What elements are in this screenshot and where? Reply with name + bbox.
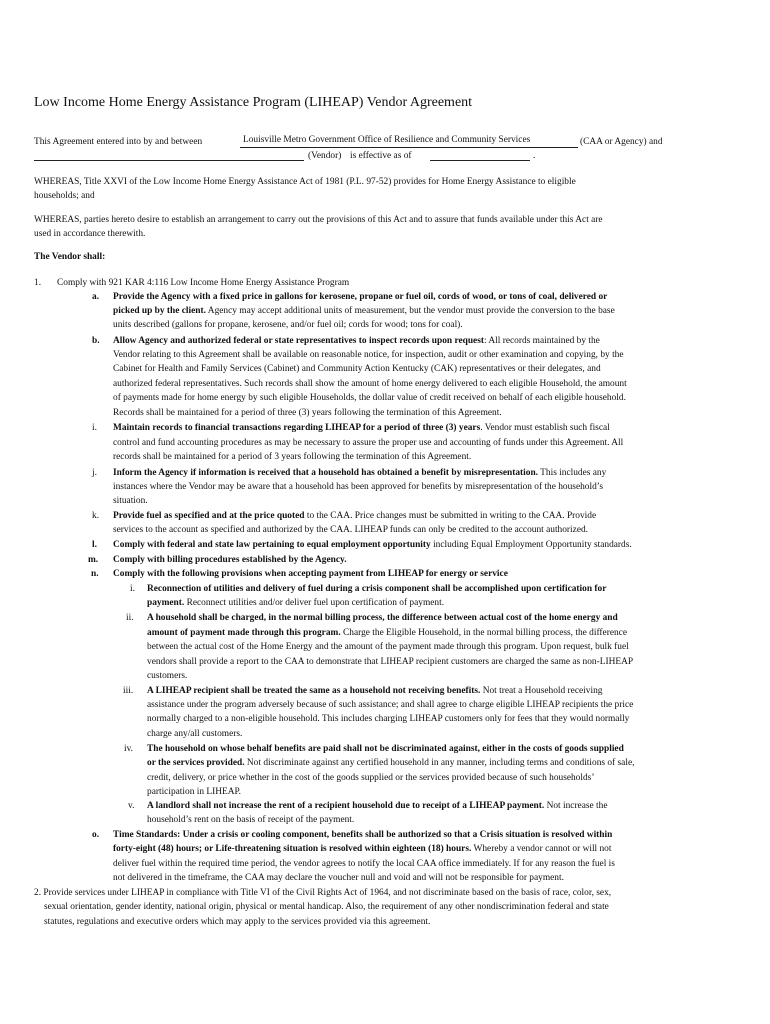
item-n-v-line-1: Not increase the [544, 801, 608, 811]
whereas-1-line-2: households; and [34, 191, 95, 201]
item-a-line-1: Provide the Agency with a fixed price in gallons for kerosene, propane or fuel oil, cords of wood, or tons of coal, delivered or [113, 292, 608, 302]
item-n-i-line-2-bold: payment. [147, 598, 185, 608]
vendor-name-field[interactable] [34, 150, 304, 161]
item-i-line-1: . Vendor must establish such fiscal [480, 423, 610, 433]
item-o-label: o. [92, 830, 100, 840]
item-n-ii-line: between the actual cost of the Home Energy and the amount of the payment made through this program. Upon request, bulk fuel [147, 642, 629, 652]
item-k-line-1-bold: Provide fuel as specified and at the price quoted [113, 511, 305, 521]
item-k-line: services to the account as specified and authorized by the CAA. LIHEAP funds can only be credited to the account authorized. [113, 525, 589, 535]
item-a-line-2-bold: picked up by the client. [113, 306, 206, 316]
item-n-v-label: v. [128, 801, 135, 811]
item-n-i-label: i. [130, 584, 135, 594]
whereas-2-line-2: used in accordance therewith. [34, 229, 146, 239]
item-n-iii-line: normally charged to a non-eligible household. This includes charging LIHEAP customers only for fees that they would normally [147, 714, 630, 724]
item-o-line-1: Time Standards: Under a crisis or cooling component, benefits shall be authorized so that a Crisis situation is resolved within [113, 830, 613, 840]
item-a-line-3: units described (gallons for propane, kerosene, and/or fuel oil; cords for wood; tons for coal). [113, 320, 463, 330]
item-k-line-1: to the CAA. Price changes must be submitted in writing to the CAA. Provide [304, 511, 597, 521]
page-title: Low Income Home Energy Assistance Program (LIHEAP) Vendor Agreement [34, 95, 473, 110]
item-a-label: a. [92, 292, 100, 302]
item-2-line: sexual orientation, gender identity, national origin, physical or mental handicap. Also, the requirement of any other nondiscrimination federal and state [44, 902, 609, 912]
item-i-line: control and fund accounting procedures as may be necessary to assure the proper use and accounting of funds under this Agreement. All [113, 438, 624, 448]
caa-name-field[interactable] [240, 134, 578, 148]
item-j-line-1: This includes any [538, 468, 607, 478]
item-n-iii-label: iii. [123, 686, 134, 696]
item-j-line: situation. [113, 496, 148, 506]
item-k-label: k. [92, 511, 100, 521]
item-n-line-1: Comply with the following provisions when accepting payment from LIHEAP for energy or service [113, 569, 508, 579]
item-j-line-1-bold: Inform the Agency if information is received that a household has obtained a benefit by misrepresentation. [113, 468, 538, 478]
item-b-line: of payments made for home energy by such eligible Households, the dollar value of credit received on behalf of each eligible household. [113, 393, 626, 403]
item-j-label: j. [92, 468, 97, 478]
item-n-iv-line-1: The household on whose behalf benefits are paid shall not be discriminated against, either in the costs of goods supplied [147, 744, 624, 754]
whereas-2-line-1: WHEREAS, parties hereto desire to establish an arrangement to carry out the provisions of this Act and to assure that funds available under this Act are [34, 215, 603, 225]
item-m-line-1: Comply with billing procedures established by the Agency. [113, 555, 347, 565]
item-a-line-2: Agency may accept additional units of measurement, but the vendor must provide the conversion to the base [205, 306, 615, 316]
caa-suffix: (CAA or Agency) and [580, 137, 663, 147]
item-n-i-line-2: Reconnect utilities and/or deliver fuel upon certification of payment. [184, 598, 445, 608]
item-o-line-2: Whereby a vendor cannot or will not [471, 844, 612, 854]
item-b-line-1-bold: Allow Agency and authorized federal or state representatives to inspect records upon request [113, 336, 484, 346]
item-o-line-2-bold: forty-eight (48) hours; or Life-threatening situation is resolved within eighteen (18) hours. [113, 844, 472, 854]
item-n-label: n. [91, 569, 99, 579]
item-n-ii-line: customers. [147, 671, 188, 681]
item-l-label: l. [92, 540, 97, 550]
item-n-ii-line: vendors shall provide a report to the CAA to demonstrate that LIHEAP recipient customers are charged the same as non-LIHEAP [147, 657, 634, 667]
item-2-line: statutes, regulations and executive orders which may apply to the services provided via this agreement. [44, 917, 431, 927]
item-n-iii-line-1-bold: A LIHEAP recipient shall be treated the same as a household not receiving benefits. [147, 686, 481, 696]
item-o-line: deliver fuel within the required time period, the vendor agrees to notify the local CAA office immediately. If for any reason the fuel is [113, 859, 615, 869]
item-1-number: 1. [34, 278, 42, 288]
item-b-line-1: : All records maintained by the [483, 336, 600, 346]
item-n-ii-line-1: A household shall be charged, in the normal billing process, the difference between actual cost of the home energy and [147, 613, 618, 623]
whereas-1-line-1: WHEREAS, Title XXVI of the Low Income Home Energy Assistance Act of 1981 (P.L. 97-52) provides for Home Energy Assistance to eligible [34, 177, 576, 187]
item-b-line: Cabinet for Health and Family Services (Cabinet) and Community Action Kentucky (CAK) representatives or their delegates, and [113, 364, 601, 374]
item-2-line: 2. Provide services under LIHEAP in compliance with Title VI of the Civil Rights Act of 1964, and not discriminate based on the basis of race, color, sex, [34, 888, 612, 898]
item-b-label: b. [92, 336, 100, 346]
item-n-v-line-1-bold: A landlord shall not increase the rent of a recipient household due to receipt of a LIHEAP payment. [147, 801, 545, 811]
item-b-line: Vendor relating to this Agreement shall be available on reasonable notice, for inspection, audit or other examination and copying, by the [113, 350, 624, 360]
effective-text: is effective as of [350, 151, 412, 161]
item-n-iv-line-2: Not discriminate against any certified household in any manner, including terms and conditions of sale, [244, 758, 635, 768]
item-m-label: m. [88, 555, 99, 565]
item-n-iv-label: iv. [124, 744, 134, 754]
item-i-label: i. [92, 423, 97, 433]
item-o-line: not delivered in the timeframe, the CAA may declare the voucher null and void and will not be responsible for payment. [113, 873, 564, 883]
item-n-i-line-1: Reconnection of utilities and delivery of fuel during a crisis component shall be accomplished upon certification for [147, 584, 607, 594]
item-n-iv-line: participation in LIHEAP. [147, 787, 241, 797]
vendor-label: (Vendor) [308, 151, 342, 161]
item-n-iii-line: charge any/all customers. [147, 729, 243, 739]
intro-period: . [533, 151, 536, 161]
item-1-text: Comply with 921 KAR 4:116 Low Income Home Energy Assistance Program [57, 278, 350, 288]
item-i-line: records shall be maintained for a period of 3 years following the termination of this Agreement. [113, 452, 472, 462]
effective-date-field[interactable] [430, 150, 530, 161]
caa-name: Louisville Metro Government Office of Resilience and Community Services [243, 135, 531, 145]
item-l-line-1: including Equal Employment Opportunity standards. [430, 540, 632, 550]
intro-lead: This Agreement entered into by and between [34, 137, 203, 147]
item-n-iv-line-2-bold: or the services provided. [147, 758, 245, 768]
item-n-ii-line-2: Charge the Eligible Household, in the normal billing process, the difference [340, 628, 627, 638]
item-b-line: authorized federal representatives. Such records shall show the amount of home energy delivered to each eligible Household, the amount [113, 379, 627, 389]
item-n-iv-line: credit, delivery, or price whether in the cost of the goods supplied or the services provided because of such households’ [147, 773, 595, 783]
item-l-line-1-bold: Comply with federal and state law pertaining to equal employment opportunity [113, 540, 431, 550]
item-b-line: Records shall be maintained for a period of three (3) years following the termination of this Agreement. [113, 408, 502, 418]
item-i-line-1-bold: Maintain records to financial transactions regarding LIHEAP for a period of three (3) years [113, 423, 481, 433]
item-n-v-line: household’s rent on the basis of receipt of the payment. [147, 815, 355, 825]
item-n-ii-line-2-bold: amount of payment made through this program. [147, 628, 341, 638]
item-j-line: instances where the Vendor may be aware that a household has been approved for benefits by misrepresentation of the household’s [113, 482, 604, 492]
vendor-shall-heading: The Vendor shall: [34, 252, 106, 262]
item-n-ii-label: ii. [126, 613, 134, 623]
item-n-iii-line: assistance under the program adversely because of such assistance; and shall agree to charge eligible LIHEAP recipients the price [147, 700, 634, 710]
item-n-iii-line-1: Not treat a Household receiving [480, 686, 603, 696]
